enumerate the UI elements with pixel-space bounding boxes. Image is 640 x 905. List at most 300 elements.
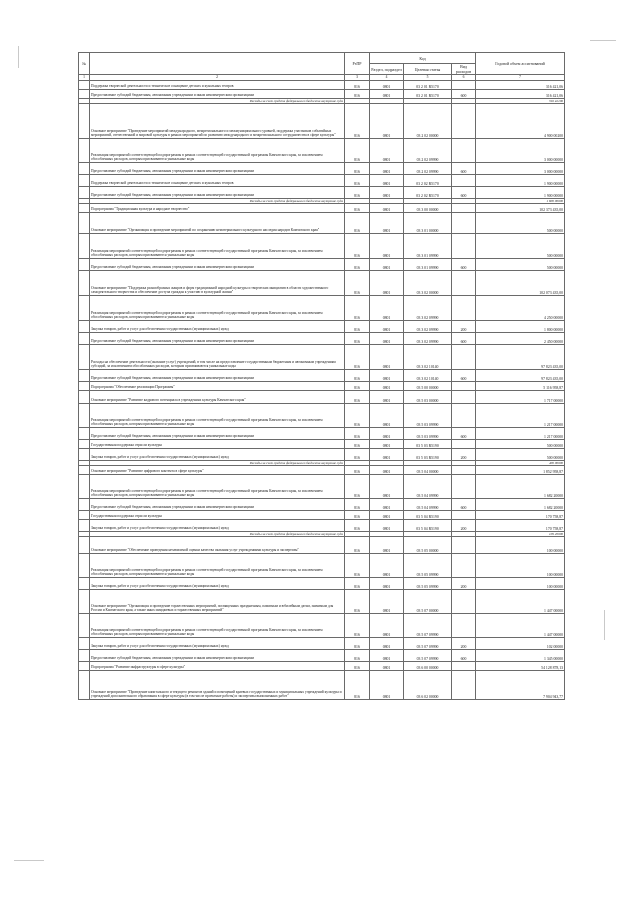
row-sum-cell: 1 800 00000 [476, 199, 565, 204]
row-section-cell: 0801 [370, 259, 404, 271]
row-grbs-cell: 816 [345, 391, 370, 404]
row-target-article-cell: 03 3 01 09990 [404, 259, 452, 271]
table-row [79, 614, 565, 638]
row-grbs-cell: 816 [345, 104, 370, 139]
header-index: 3 [345, 75, 370, 81]
table-row [79, 499, 565, 511]
row-section-cell: 0801 [370, 333, 404, 345]
row-grbs-cell: 816 [345, 590, 370, 614]
row-sum-cell: 500 00000 [476, 234, 565, 259]
row-sum-cell: 500 00000 [476, 449, 565, 461]
row-grbs-cell: 816 [345, 271, 370, 296]
row-number-cell [79, 404, 90, 428]
row-name-cell: Поддержка творческой деятельности и техническое оснащение детских и кукольных театров [90, 81, 345, 90]
row-number-cell [79, 81, 90, 90]
row-name-cell: Расходы за счет средств федерального бюджета внутренне суда [90, 199, 345, 204]
row-name-cell: Реализация мероприятий соответствующей подпрограммы в рамках соответствующей государственной программы Камчатского края, за исключением обособленных расходов, которым присваиваются уникальные коды [90, 296, 345, 321]
row-target-article-cell: 03 2 02 09990 [404, 139, 452, 163]
row-expense-type-cell [452, 671, 476, 700]
row-sum-cell: 1 447 00000 [476, 590, 565, 614]
row-expense-type-cell [452, 175, 476, 187]
header-grbs: РзПР [345, 53, 370, 75]
row-expense-type-cell: 600 [452, 650, 476, 662]
table-row [79, 213, 565, 234]
row-section-cell: 0801 [370, 662, 404, 671]
row-section-cell: 0801 [370, 614, 404, 638]
row-number-cell [79, 449, 90, 461]
table-row [79, 204, 565, 213]
table-row [79, 333, 565, 345]
header-index: 5 [404, 75, 452, 81]
row-number-cell [79, 234, 90, 259]
row-number-cell [79, 333, 90, 345]
row-section-cell: 0801 [370, 81, 404, 90]
row-grbs-cell: 816 [345, 499, 370, 511]
row-target-article-cell: 03 5 03 09990 [404, 404, 452, 428]
row-number-cell [79, 213, 90, 234]
row-target-article-cell: 03 5 04 09990 [404, 475, 452, 499]
header-num: № [79, 53, 90, 75]
row-grbs-cell: 816 [345, 440, 370, 449]
row-grbs-cell: 816 [345, 650, 370, 662]
row-name-cell: Закупка товаров, работ и услуг для обеспечения государственных (муниципальных) нужд [90, 321, 345, 333]
row-section-cell: 0801 [370, 391, 404, 404]
row-grbs-cell: 816 [345, 466, 370, 475]
row-sum-cell: 1 217 00000 [476, 428, 565, 440]
row-sum-cell: 4 900 00200 [476, 104, 565, 139]
scan-artifact [18, 46, 19, 68]
row-expense-type-cell [452, 271, 476, 296]
header-code-group: Код [370, 53, 476, 64]
row-sum-cell: 4 250 00000 [476, 296, 565, 321]
row-section-cell: 0801 [370, 537, 404, 554]
row-sum-cell: 100 00000 [476, 537, 565, 554]
row-name-cell: Расходы за счет средств федерального бюджета внутренне суда [90, 532, 345, 537]
row-target-article-cell: 03 5 04 00000 [404, 466, 452, 475]
row-sum-cell: 7 904 943,77 [476, 671, 565, 700]
table-row [79, 511, 565, 520]
row-expense-type-cell: 600 [452, 187, 476, 199]
row-expense-type-cell [452, 234, 476, 259]
table-row [79, 370, 565, 382]
row-number-cell [79, 511, 90, 520]
header-sum: Годовой объем ассигнований [476, 53, 565, 75]
row-section-cell: 0801 [370, 321, 404, 333]
header-index: 2 [90, 75, 345, 81]
row-expense-type-cell [452, 391, 476, 404]
row-grbs-cell: 816 [345, 404, 370, 428]
table-row [79, 139, 565, 163]
row-target-article-cell: 03 5 07 09990 [404, 614, 452, 638]
row-name-cell: Основное мероприятие "Организация и проведение торжественных мероприятий, посвященных праздничным, памятным и юбилейным датам, значимым для России и Камчатского края, а также иных имиджевых и торжественных мероприятий" [90, 590, 345, 614]
row-name-cell: Основное мероприятие "Поддержка разнообразных жанров и форм традиционной народной культуры и творческих инициатив в области художественного самодеятельного творчества и обеспечение доступа граждан к участию в культурной жизни" [90, 271, 345, 296]
header-index: 7 [476, 75, 565, 81]
row-section-cell: 0801 [370, 499, 404, 511]
table-row [79, 382, 565, 391]
row-target-article-cell: 03 3 02 09990 [404, 333, 452, 345]
row-expense-type-cell: 600 [452, 428, 476, 440]
row-grbs-cell: 816 [345, 333, 370, 345]
row-sum-cell: 97 823 435,00 [476, 370, 565, 382]
row-sum-cell: 97 823 435,00 [476, 345, 565, 370]
row-name-cell: Поддержка творческой деятельности и техническое оснащение детских и кукольных театров [90, 175, 345, 187]
row-section-cell: 0801 [370, 139, 404, 163]
row-number-cell [79, 671, 90, 700]
row-section-cell: 0801 [370, 296, 404, 321]
header-name [90, 53, 345, 75]
row-number-cell [79, 520, 90, 532]
row-expense-type-cell [452, 475, 476, 499]
row-grbs-cell: 816 [345, 382, 370, 391]
row-target-article-cell: 03 2 02 00000 [404, 104, 452, 139]
row-section-cell: 0801 [370, 440, 404, 449]
row-section-cell: 0801 [370, 449, 404, 461]
row-expense-type-cell [452, 104, 476, 139]
row-expense-type-cell [452, 204, 476, 213]
scan-artifact [590, 40, 616, 41]
row-section-cell: 0801 [370, 204, 404, 213]
row-expense-type-cell [452, 440, 476, 449]
header-index: 1 [79, 75, 90, 81]
row-sum-cell: 2 450 00000 [476, 333, 565, 345]
row-number-cell [79, 638, 90, 650]
row-sum-cell: 5 116 958,87 [476, 382, 565, 391]
row-sum-cell: 1 800 00000 [476, 321, 565, 333]
table-row [79, 187, 565, 199]
row-name-cell: Реализация мероприятий соответствующей подпрограммы в рамках соответствующей государственной программы Камчатского края, за исключением обособленных расходов, которым присваиваются уникальные коды [90, 139, 345, 163]
table-row [79, 175, 565, 187]
row-number-cell [79, 187, 90, 199]
table-body [79, 81, 565, 700]
row-target-article-cell: 03 6 00 00000 [404, 662, 452, 671]
row-section-cell: 0801 [370, 428, 404, 440]
row-target-article-cell: 03 3 02 09990 [404, 296, 452, 321]
row-target-article-cell: 03 5 07 09990 [404, 638, 452, 650]
row-sum-cell: 500 00000 [476, 440, 565, 449]
row-section-cell: 0801 [370, 650, 404, 662]
row-expense-type-cell [452, 213, 476, 234]
row-grbs-cell: 816 [345, 520, 370, 532]
row-expense-type-cell [452, 662, 476, 671]
row-expense-type-cell: 600 [452, 163, 476, 175]
row-name-cell: Реализация мероприятий соответствующей подпрограммы в рамках соответствующей государственной программы Камчатского края, за исключением обособленных расходов, которым присваиваются уникальные коды [90, 554, 345, 578]
row-grbs-cell: 816 [345, 638, 370, 650]
row-target-article-cell: 03 3 02 10140 [404, 345, 452, 370]
row-target-article-cell: 03 5 00 00000 [404, 382, 452, 391]
row-target-article-cell: 03 5 03 00000 [404, 391, 452, 404]
row-target-article-cell: 03 5 07 00000 [404, 590, 452, 614]
row-expense-type-cell: 200 [452, 321, 476, 333]
table-row [79, 537, 565, 554]
table-row [79, 638, 565, 650]
table-row [79, 590, 565, 614]
row-name-cell: Государственная поддержка отрасли культуры [90, 440, 345, 449]
row-name-cell: Закупка товаров, работ и услуг для обеспечения государственных (муниципальных) нужд [90, 638, 345, 650]
row-target-article-cell: 03 2 02 09990 [404, 163, 452, 175]
row-number-cell [79, 259, 90, 271]
header-section: Раздел, подраздел [370, 64, 404, 75]
row-target-article-cell: 03 2 01 R5170 [404, 90, 452, 99]
row-sum-cell: 316 42106 [476, 99, 565, 104]
header-index: 6 [452, 75, 476, 81]
row-section-cell: 0801 [370, 466, 404, 475]
row-sum-cell: 1 717 00000 [476, 391, 565, 404]
row-target-article-cell: 03 5 05 09990 [404, 578, 452, 590]
row-expense-type-cell [452, 382, 476, 391]
row-expense-type-cell [452, 466, 476, 475]
table-row [79, 81, 565, 90]
table-row [79, 671, 565, 700]
table-row [79, 259, 565, 271]
row-target-article-cell: 03 2 02 R5170 [404, 187, 452, 199]
row-name-cell: Предоставление субсидий бюджетным, автономным учреждениям и иным некоммерческим организациям [90, 428, 345, 440]
row-sum-cell: 170 758,87 [476, 511, 565, 520]
row-section-cell: 0801 [370, 213, 404, 234]
row-section-cell: 0801 [370, 404, 404, 428]
row-section-cell: 0801 [370, 104, 404, 139]
row-expense-type-cell: 600 [452, 370, 476, 382]
row-sum-cell: 109 20000 [476, 532, 565, 537]
row-expense-type-cell [452, 81, 476, 90]
row-section-cell: 0801 [370, 638, 404, 650]
row-number-cell [79, 345, 90, 370]
row-section-cell: 0801 [370, 520, 404, 532]
row-section-cell: 0801 [370, 90, 404, 99]
row-name-cell: Основное мероприятие "Проведение капитального и текущего ремонтов зданий и помещений краевых государственных и муниципальных учреждений культуры и учреждений дополнительного образования в сфере культуры (в том числе проектные работы) и экспертизы выполненных работ" [90, 671, 345, 700]
row-grbs-cell: 816 [345, 213, 370, 234]
row-name-cell: Подпрограмма "Обеспечение реализации Программы" [90, 382, 345, 391]
row-number-cell [79, 139, 90, 163]
table-row [79, 520, 565, 532]
row-target-article-cell: 03 5 03 R5190 [404, 440, 452, 449]
row-sum-cell: 54 128 878,13 [476, 662, 565, 671]
row-sum-cell: 316 421,06 [476, 81, 565, 90]
row-number-cell [79, 475, 90, 499]
table-row [79, 90, 565, 99]
row-grbs-cell: 816 [345, 428, 370, 440]
row-target-article-cell: 03 3 00 00000 [404, 204, 452, 213]
row-grbs-cell: 816 [345, 578, 370, 590]
row-grbs-cell: 816 [345, 370, 370, 382]
row-grbs-cell: 816 [345, 475, 370, 499]
row-name-cell: Реализация мероприятий соответствующей подпрограммы в рамках соответствующей государственной программы Камчатского края, за исключением обособленных расходов, которым присваиваются уникальные коды [90, 234, 345, 259]
row-section-cell: 0801 [370, 382, 404, 391]
row-expense-type-cell [452, 614, 476, 638]
table-row [79, 475, 565, 499]
row-name-cell: Предоставление субсидий бюджетным, автономным учреждениям и иным некоммерческим организациям [90, 499, 345, 511]
row-expense-type-cell [452, 139, 476, 163]
row-expense-type-cell [452, 345, 476, 370]
budget-table [78, 52, 565, 700]
row-section-cell: 0801 [370, 163, 404, 175]
row-name-cell: Основное мероприятие "Развитие кадрового потенциала в учреждениях культуры Камчатского края" [90, 391, 345, 404]
row-expense-type-cell: 600 [452, 333, 476, 345]
row-section-cell: 0801 [370, 511, 404, 520]
row-target-article-cell: 03 3 01 00000 [404, 213, 452, 234]
row-name-cell: Предоставление субсидий бюджетным, автономным учреждениям и иным некоммерческим организациям [90, 163, 345, 175]
row-name-cell: Предоставление субсидий бюджетным, автономным учреждениям и иным некоммерческим организациям [90, 650, 345, 662]
header-index: 4 [370, 75, 404, 81]
table-row [79, 234, 565, 259]
row-sum-cell: 1 217 00000 [476, 404, 565, 428]
row-number-cell [79, 499, 90, 511]
table-row [79, 321, 565, 333]
row-number-cell [79, 650, 90, 662]
row-number-cell [79, 578, 90, 590]
scan-artifact [604, 610, 605, 640]
row-sum-cell: 170 758,87 [476, 520, 565, 532]
row-expense-type-cell: 200 [452, 520, 476, 532]
row-sum-cell: 102 373 435,00 [476, 204, 565, 213]
table-row [79, 296, 565, 321]
row-number-cell [79, 271, 90, 296]
row-expense-type-cell [452, 404, 476, 428]
row-sum-cell: 1 345 00000 [476, 650, 565, 662]
row-sum-cell: 102 073 435,00 [476, 271, 565, 296]
row-section-cell: 0801 [370, 554, 404, 578]
row-number-cell [79, 554, 90, 578]
row-target-article-cell: 03 5 04 09990 [404, 499, 452, 511]
row-number-cell [79, 321, 90, 333]
row-expense-type-cell: 600 [452, 259, 476, 271]
row-target-article-cell: 03 3 01 09990 [404, 234, 452, 259]
row-name-cell: Расходы за счет средств федерального бюджета внутренне суда [90, 461, 345, 466]
row-grbs-cell: 816 [345, 90, 370, 99]
row-sum-cell: 1 852 958,87 [476, 466, 565, 475]
row-target-article-cell: 03 6 02 00000 [404, 671, 452, 700]
row-sum-cell: 1 682 20000 [476, 499, 565, 511]
scan-artifact [14, 860, 44, 861]
row-name-cell: Реализация мероприятий соответствующей подпрограммы в рамках соответствующей государственной программы Камчатского края, за исключением обособленных расходов, которым присваиваются уникальные коды [90, 475, 345, 499]
row-number-cell [79, 590, 90, 614]
row-grbs-cell: 816 [345, 187, 370, 199]
row-number-cell [79, 662, 90, 671]
row-number-cell [79, 428, 90, 440]
row-target-article-cell: 03 2 02 R5170 [404, 175, 452, 187]
row-name-cell: Расходы за счет средств федерального бюджета внутренне суда [90, 99, 345, 104]
row-number-cell [79, 104, 90, 139]
row-name-cell: Подпрограмма "Традиционная культура и народное творчество" [90, 204, 345, 213]
row-grbs-cell: 816 [345, 511, 370, 520]
row-grbs-cell: 816 [345, 81, 370, 90]
table-row [79, 271, 565, 296]
table-row [79, 391, 565, 404]
row-grbs-cell: 816 [345, 614, 370, 638]
row-expense-type-cell [452, 590, 476, 614]
row-target-article-cell: 03 2 01 R5170 [404, 81, 452, 90]
row-grbs-cell: 816 [345, 163, 370, 175]
row-expense-type-cell: 600 [452, 90, 476, 99]
row-sum-cell: 100 00000 [476, 578, 565, 590]
row-grbs-cell: 816 [345, 537, 370, 554]
row-sum-cell: 500 00000 [476, 213, 565, 234]
row-grbs-cell: 816 [345, 671, 370, 700]
row-grbs-cell: 816 [345, 296, 370, 321]
row-grbs-cell: 816 [345, 321, 370, 333]
row-grbs-cell: 816 [345, 345, 370, 370]
row-grbs-cell: 816 [345, 449, 370, 461]
row-number-cell [79, 466, 90, 475]
row-sum-cell: 100 00000 [476, 554, 565, 578]
row-number-cell [79, 382, 90, 391]
row-name-cell: Предоставление субсидий бюджетным, автономным учреждениям и иным некоммерческим организациям [90, 370, 345, 382]
row-name-cell: Предоставление субсидий бюджетным, автономным учреждениям и иным некоммерческим организациям [90, 259, 345, 271]
row-section-cell: 0801 [370, 370, 404, 382]
row-target-article-cell: 03 3 02 10140 [404, 370, 452, 382]
row-number-cell [79, 440, 90, 449]
table-row [79, 440, 565, 449]
table-header [79, 53, 565, 81]
row-number-cell [79, 614, 90, 638]
row-section-cell: 0801 [370, 590, 404, 614]
row-expense-type-cell [452, 554, 476, 578]
row-number-cell [79, 370, 90, 382]
row-expense-type-cell [452, 296, 476, 321]
row-expense-type-cell: 200 [452, 638, 476, 650]
row-section-cell: 0801 [370, 475, 404, 499]
row-sum-cell: 500 00000 [476, 259, 565, 271]
row-sum-cell: 3 000 00000 [476, 163, 565, 175]
row-name-cell: Закупка товаров, работ и услуг для обеспечения государственных (муниципальных) нужд [90, 578, 345, 590]
row-sum-cell: 1 682 20000 [476, 475, 565, 499]
table-row [79, 449, 565, 461]
row-section-cell: 0801 [370, 578, 404, 590]
row-sum-cell: 400 00000 [476, 461, 565, 466]
row-name-cell: Подпрограмма "Развитие инфраструктуры в сфере культуры" [90, 662, 345, 671]
row-grbs-cell: 816 [345, 139, 370, 163]
row-number-cell [79, 175, 90, 187]
table-row [79, 345, 565, 370]
table-row [79, 163, 565, 175]
row-number-cell [79, 391, 90, 404]
row-grbs-cell: 816 [345, 662, 370, 671]
row-name-cell: Предоставление субсидий бюджетным, автономным учреждениям и иным некоммерческим организациям [90, 333, 345, 345]
row-number-cell [79, 90, 90, 99]
row-name-cell: Реализация мероприятий соответствующей подпрограммы в рамках соответствующей государственной программы Камчатского края, за исключением обособленных расходов, которым присваиваются уникальные коды [90, 614, 345, 638]
row-sum-cell: 1 900 00000 [476, 175, 565, 187]
table-row [79, 662, 565, 671]
row-number-cell [79, 163, 90, 175]
row-name-cell: Расходы на обеспечение деятельности (оказание услуг) учреждений, в том числе на предоставление государственным бюджетным и автономным учреждениям субсидий, за исключением обособленных расходов, которым присваиваются уникальные коды [90, 345, 345, 370]
row-target-article-cell: 03 5 04 R5190 [404, 511, 452, 520]
row-sum-cell: 102 00000 [476, 638, 565, 650]
table-row [79, 554, 565, 578]
row-target-article-cell: 03 5 03 09990 [404, 428, 452, 440]
row-target-article-cell: 03 5 05 09990 [404, 554, 452, 578]
row-section-cell: 0801 [370, 175, 404, 187]
row-name-cell: Основное мероприятие "Развитие цифрового контента в сфере культуры" [90, 466, 345, 475]
row-sum-cell: 3 000 00000 [476, 139, 565, 163]
table-row [79, 650, 565, 662]
row-section-cell: 0801 [370, 234, 404, 259]
row-sum-cell: 1 900 00000 [476, 187, 565, 199]
row-number-cell [79, 537, 90, 554]
table-row [79, 104, 565, 139]
header-vr: Вид расходов [452, 64, 476, 75]
row-expense-type-cell: 600 [452, 499, 476, 511]
row-expense-type-cell: 200 [452, 449, 476, 461]
header-csr: Целевая статья [404, 64, 452, 75]
table-row [79, 404, 565, 428]
row-name-cell: Государственная поддержка отрасли культуры [90, 511, 345, 520]
row-grbs-cell: 816 [345, 259, 370, 271]
row-sum-cell: 1 447 00000 [476, 614, 565, 638]
row-section-cell: 0801 [370, 671, 404, 700]
row-sum-cell: 316 421,06 [476, 90, 565, 99]
row-target-article-cell: 03 3 02 00000 [404, 271, 452, 296]
row-grbs-cell: 816 [345, 554, 370, 578]
row-target-article-cell: 03 5 05 00000 [404, 537, 452, 554]
